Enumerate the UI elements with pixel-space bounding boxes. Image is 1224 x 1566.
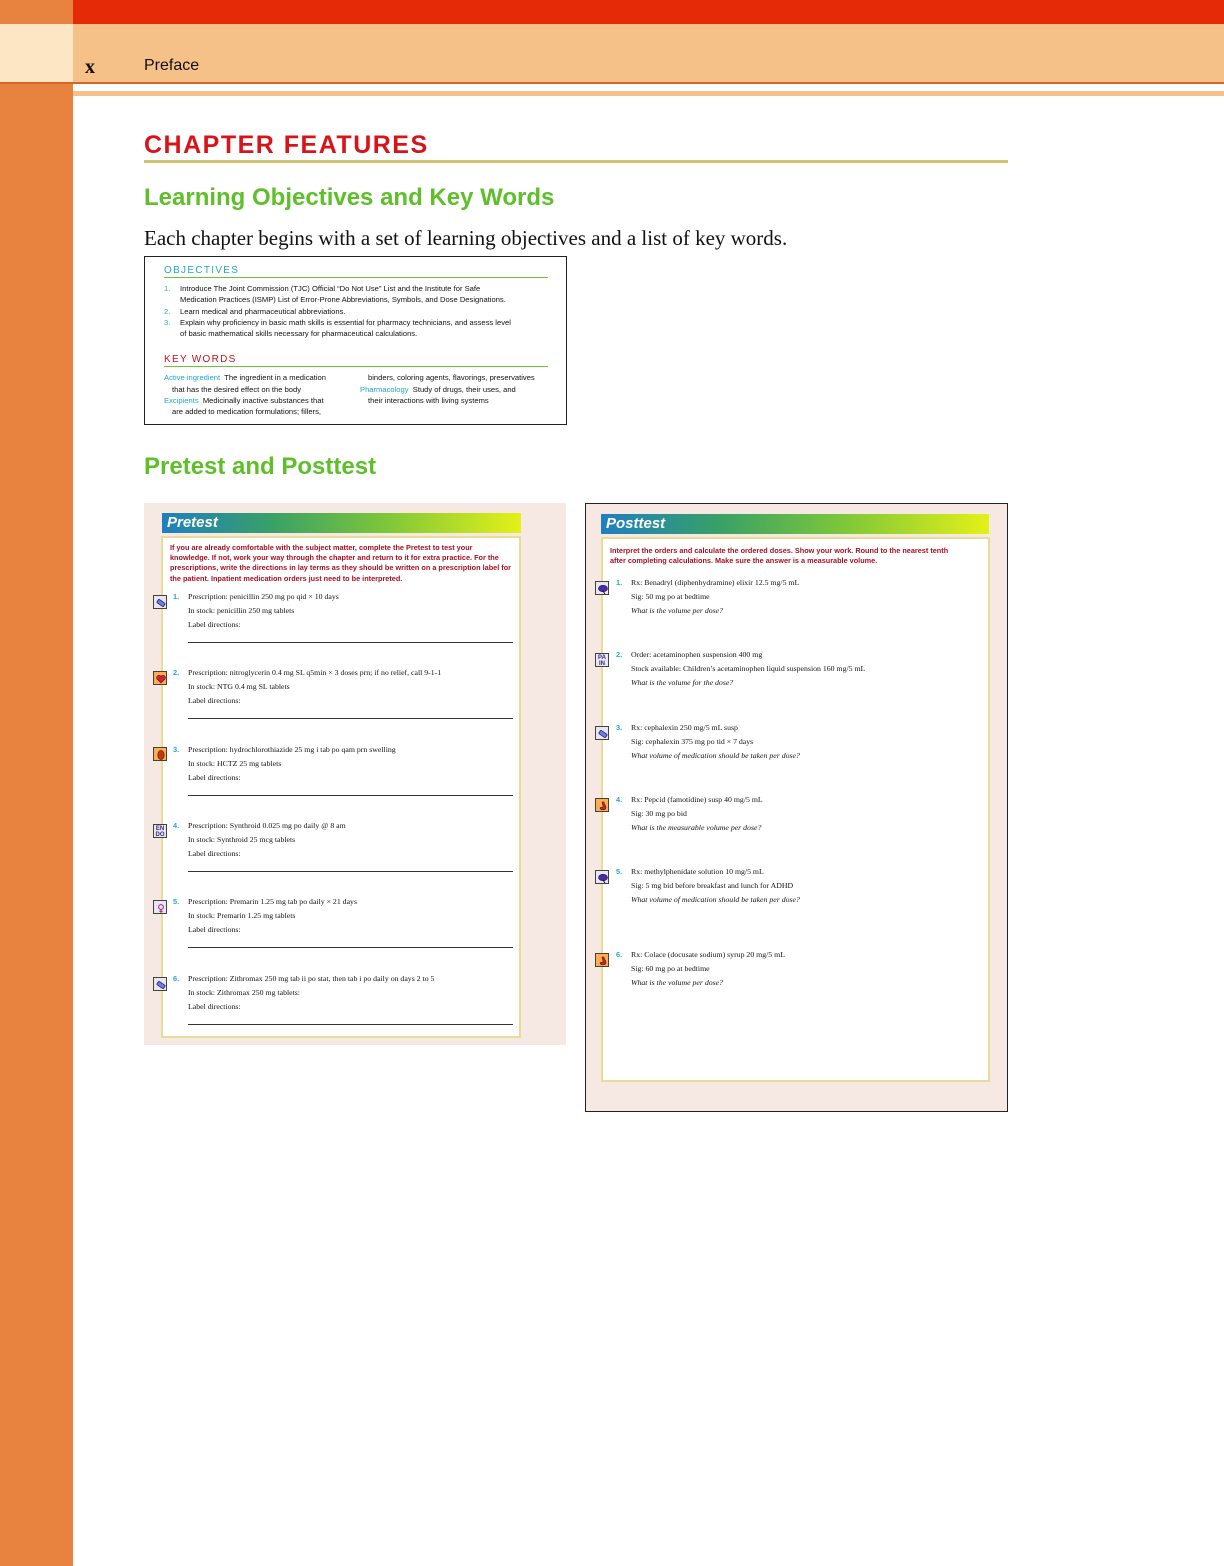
- label-directions-row: [188, 847, 513, 861]
- key-word-definition: Medicinally inactive substances that: [202, 396, 324, 406]
- key-word-definition: binders, coloring agents, flavorings, preservatives: [368, 373, 535, 383]
- question-prescription: Prescription: Zithromax 250 mg tab ii po stat, then tab i po daily on days 2 to 5: [188, 974, 435, 983]
- question-number: 6.: [616, 950, 623, 959]
- question-stock: In stock: penicillin 250 mg tablets: [188, 606, 295, 616]
- gender-icon: [153, 900, 167, 914]
- instruction-line: prescriptions, write the directions in lay terms as they should be written on a prescription label for: [170, 563, 512, 573]
- objectives-list: [164, 283, 548, 339]
- brain-icon: [595, 870, 609, 884]
- label-directions-row: [188, 694, 513, 708]
- objective-line: Medication Practices (ISMP) List of Error-Prone Abbreviations, Symbols, and Dose Designations.: [180, 295, 506, 305]
- instruction-line: after completing calculations. Make sure the answer is a measurable volume.: [610, 556, 878, 566]
- key-words-rule: [164, 366, 548, 367]
- pretest-sample-panel: [144, 503, 566, 1045]
- key-word-definition: that has the desired effect on the body: [172, 384, 302, 394]
- label-directions-row: [188, 618, 513, 632]
- question-order: Rx: methylphenidate solution 10 mg/5 mL: [631, 867, 764, 876]
- label-directions-text: Label directions:: [188, 696, 241, 706]
- question-stock: In stock: Premarin 1.25 mg tablets: [188, 911, 296, 921]
- key-words-column-right: [360, 372, 548, 417]
- brain-icon: [595, 581, 609, 595]
- question-sig: Sig: 5 mg bid before breakfast and lunch for ADHD: [631, 881, 794, 891]
- objective-number: 3.: [164, 317, 171, 327]
- objective-item: [164, 283, 548, 306]
- key-word-term: Excipients: [164, 396, 199, 406]
- objective-line: Explain why proficiency in basic math skills is essential for pharmacy technicians, and assess level: [180, 317, 511, 327]
- pretest-instructions: [170, 543, 518, 584]
- question-prompt: What volume of medication should be taken per dose?: [631, 895, 800, 905]
- question-number: 3.: [173, 745, 180, 754]
- question-prescription: Prescription: penicillin 250 mg po qid × 10 days: [188, 592, 339, 601]
- posttest-banner-label: Posttest: [606, 515, 666, 532]
- pretest-banner: [162, 513, 521, 533]
- question-prescription: Prescription: Synthroid 0.025 mg po daily @ 8 am: [188, 821, 346, 830]
- key-word-definition: The ingredient in a medication: [224, 373, 326, 383]
- heart-icon: [153, 671, 167, 685]
- question-order: Order: acetaminophen suspension 400 mg: [631, 650, 763, 659]
- objectives-rule: [164, 277, 548, 278]
- top-color-bar: [73, 0, 1224, 24]
- question-number: 1.: [173, 592, 180, 601]
- question-stock: Stock available: Children’s acetaminophen liquid suspension 160 mg/5 mL: [631, 664, 866, 674]
- answer-line[interactable]: [188, 947, 513, 948]
- answer-line[interactable]: [188, 718, 513, 719]
- objectives-sample-box: [144, 256, 567, 425]
- key-word-definition: are added to medication formulations; fillers,: [172, 407, 321, 417]
- label-directions-text: Label directions:: [188, 1002, 241, 1012]
- kidney-icon: [153, 747, 167, 761]
- question-number: 5.: [173, 897, 180, 906]
- objective-line: Introduce The Joint Commission (TJC) Official “Do Not Use” List and the Institute for Safe: [180, 284, 481, 293]
- question-order: Rx: Benadryl (diphenhydramine) elixir 12.5 mg/5 mL: [631, 578, 800, 587]
- key-word-definition: their interactions with living systems: [368, 396, 489, 406]
- question-sig: Sig: cephalexin 375 mg po tid × 7 days: [631, 737, 754, 747]
- question-number: 6.: [173, 974, 180, 983]
- pretest-banner-label: Pretest: [167, 514, 218, 531]
- running-head: Preface: [144, 57, 200, 74]
- question-sig: Sig: 60 mg po at bedtime: [631, 964, 710, 974]
- question-prompt: What volume of medication should be taken per dose?: [631, 751, 800, 761]
- instruction-line: knowledge. If not, work your way through the chapter and return to it for extra practice. For the: [170, 553, 499, 563]
- instruction-line: If you are already comfortable with the subject matter, complete the Pretest to test your: [170, 543, 473, 552]
- key-word-term: Active ingredient: [164, 373, 221, 383]
- section-title-tests: Pretest and Posttest: [144, 453, 377, 480]
- question-number: 5.: [616, 867, 623, 876]
- label-directions-row: [188, 1000, 513, 1014]
- posttest-sample-panel: [585, 503, 1008, 1112]
- chapter-title-rule: [144, 160, 1008, 163]
- objective-number: 1.: [164, 284, 171, 293]
- label-directions-row: [188, 923, 513, 937]
- question-prompt: What is the measurable volume per dose?: [631, 823, 762, 833]
- key-words-column-left: [164, 372, 352, 417]
- posttest-question-3: [616, 721, 986, 764]
- left-strip-highlight: [0, 24, 73, 82]
- question-number: 4.: [173, 821, 180, 830]
- posttest-question-2: [616, 648, 986, 691]
- label-directions-text: Label directions:: [188, 620, 241, 630]
- pretest-question-5: [173, 895, 513, 938]
- pain-icon: PA IN: [595, 653, 609, 667]
- question-prescription: Prescription: nitroglycerin 0.4 mg SL q5min × 3 doses prn; if no relief, call 9-1-1: [188, 668, 442, 677]
- key-word-definition: Study of drugs, their uses, and: [412, 384, 516, 394]
- rx-bottle-icon: [153, 595, 167, 609]
- endo-icon: EN DO: [153, 824, 167, 838]
- posttest-question-1: [616, 576, 986, 619]
- header-band: [73, 24, 1224, 82]
- answer-line[interactable]: [188, 795, 513, 796]
- objective-item: [164, 306, 548, 317]
- question-prescription: Prescription: hydrochlorothiazide 25 mg i tab po qam prn swelling: [188, 745, 396, 754]
- question-number: 4.: [616, 795, 623, 804]
- answer-line[interactable]: [188, 1024, 513, 1025]
- answer-line[interactable]: [188, 642, 513, 643]
- question-prompt: What is the volume per dose?: [631, 606, 724, 616]
- label-directions-text: Label directions:: [188, 925, 241, 935]
- rx-bottle-icon: [153, 977, 167, 991]
- question-order: Rx: Colace (docusate sodium) syrup 20 mg/5 mL: [631, 950, 785, 959]
- question-number: 2.: [173, 668, 180, 677]
- pretest-question-4: [173, 819, 513, 862]
- objective-number: 2.: [164, 306, 171, 316]
- section-intro: Each chapter begins with a set of learning objectives and a list of key words.: [144, 226, 788, 250]
- objective-item: [164, 317, 548, 340]
- instruction-line: the patient. Inpatient medication orders just need to be interpreted.: [170, 573, 403, 583]
- key-word-entry: [164, 372, 352, 383]
- stomach-icon: [595, 953, 609, 967]
- question-prescription: Prescription: Premarin 1.25 mg tab po daily × 21 days: [188, 897, 357, 906]
- posttest-question-4: [616, 793, 986, 836]
- pretest-question-3: [173, 743, 513, 786]
- page-number: x: [85, 56, 95, 78]
- header-rule: [0, 82, 1224, 84]
- question-number: 3.: [616, 723, 623, 732]
- key-words-columns: [164, 372, 548, 417]
- label-directions-row: [188, 771, 513, 785]
- chapter-title: CHAPTER FEATURES: [144, 131, 429, 159]
- pretest-question-1: [173, 590, 513, 633]
- posttest-banner: [601, 514, 989, 534]
- question-number: 2.: [616, 650, 623, 659]
- pretest-question-2: [173, 666, 513, 709]
- question-prompt: What is the volume for the dose?: [631, 678, 734, 688]
- question-stock: In stock: NTG 0.4 mg SL tablets: [188, 682, 290, 692]
- left-margin-strip: [0, 0, 73, 1566]
- objective-line: of basic mathematical skills necessary for pharmaceutical calculations.: [180, 329, 418, 339]
- label-directions-text: Label directions:: [188, 773, 241, 783]
- label-directions-text: Label directions:: [188, 849, 241, 859]
- question-order: Rx: cephalexin 250 mg/5 mL susp: [631, 723, 738, 732]
- stomach-icon: [595, 798, 609, 812]
- section-title-objectives: Learning Objectives and Key Words: [144, 184, 555, 211]
- pretest-question-6: [173, 972, 513, 1015]
- question-stock: In stock: Zithromax 250 mg tablets:: [188, 988, 300, 998]
- posttest-question-5: [616, 865, 986, 908]
- question-stock: In stock: Synthroid 25 mcg tablets: [188, 835, 296, 845]
- objective-line: Learn medical and pharmaceutical abbreviations.: [180, 306, 346, 316]
- question-sig: Sig: 50 mg po at bedtime: [631, 592, 710, 602]
- instruction-line: Interpret the orders and calculate the ordered doses. Show your work. Round to the nearest tenth: [610, 546, 949, 555]
- answer-line[interactable]: [188, 871, 513, 872]
- key-word-entry: [164, 395, 352, 406]
- posttest-question-6: [616, 948, 986, 991]
- rx-bottle-icon: [595, 726, 609, 740]
- objectives-heading: OBJECTIVES: [164, 265, 240, 276]
- question-order: Rx: Pepcid (famotidine) susp 40 mg/5 mL: [631, 795, 763, 804]
- key-word-entry: [360, 384, 548, 395]
- header-underline-band: [73, 91, 1224, 96]
- question-sig: Sig: 30 mg po bid: [631, 809, 687, 819]
- key-word-term: Pharmacology: [360, 384, 409, 394]
- key-words-heading: KEY WORDS: [164, 354, 237, 366]
- question-prompt: What is the volume per dose?: [631, 978, 724, 988]
- question-number: 1.: [616, 578, 623, 587]
- question-stock: In stock: HCTZ 25 mg tablets: [188, 759, 282, 769]
- posttest-instructions: [610, 546, 988, 566]
